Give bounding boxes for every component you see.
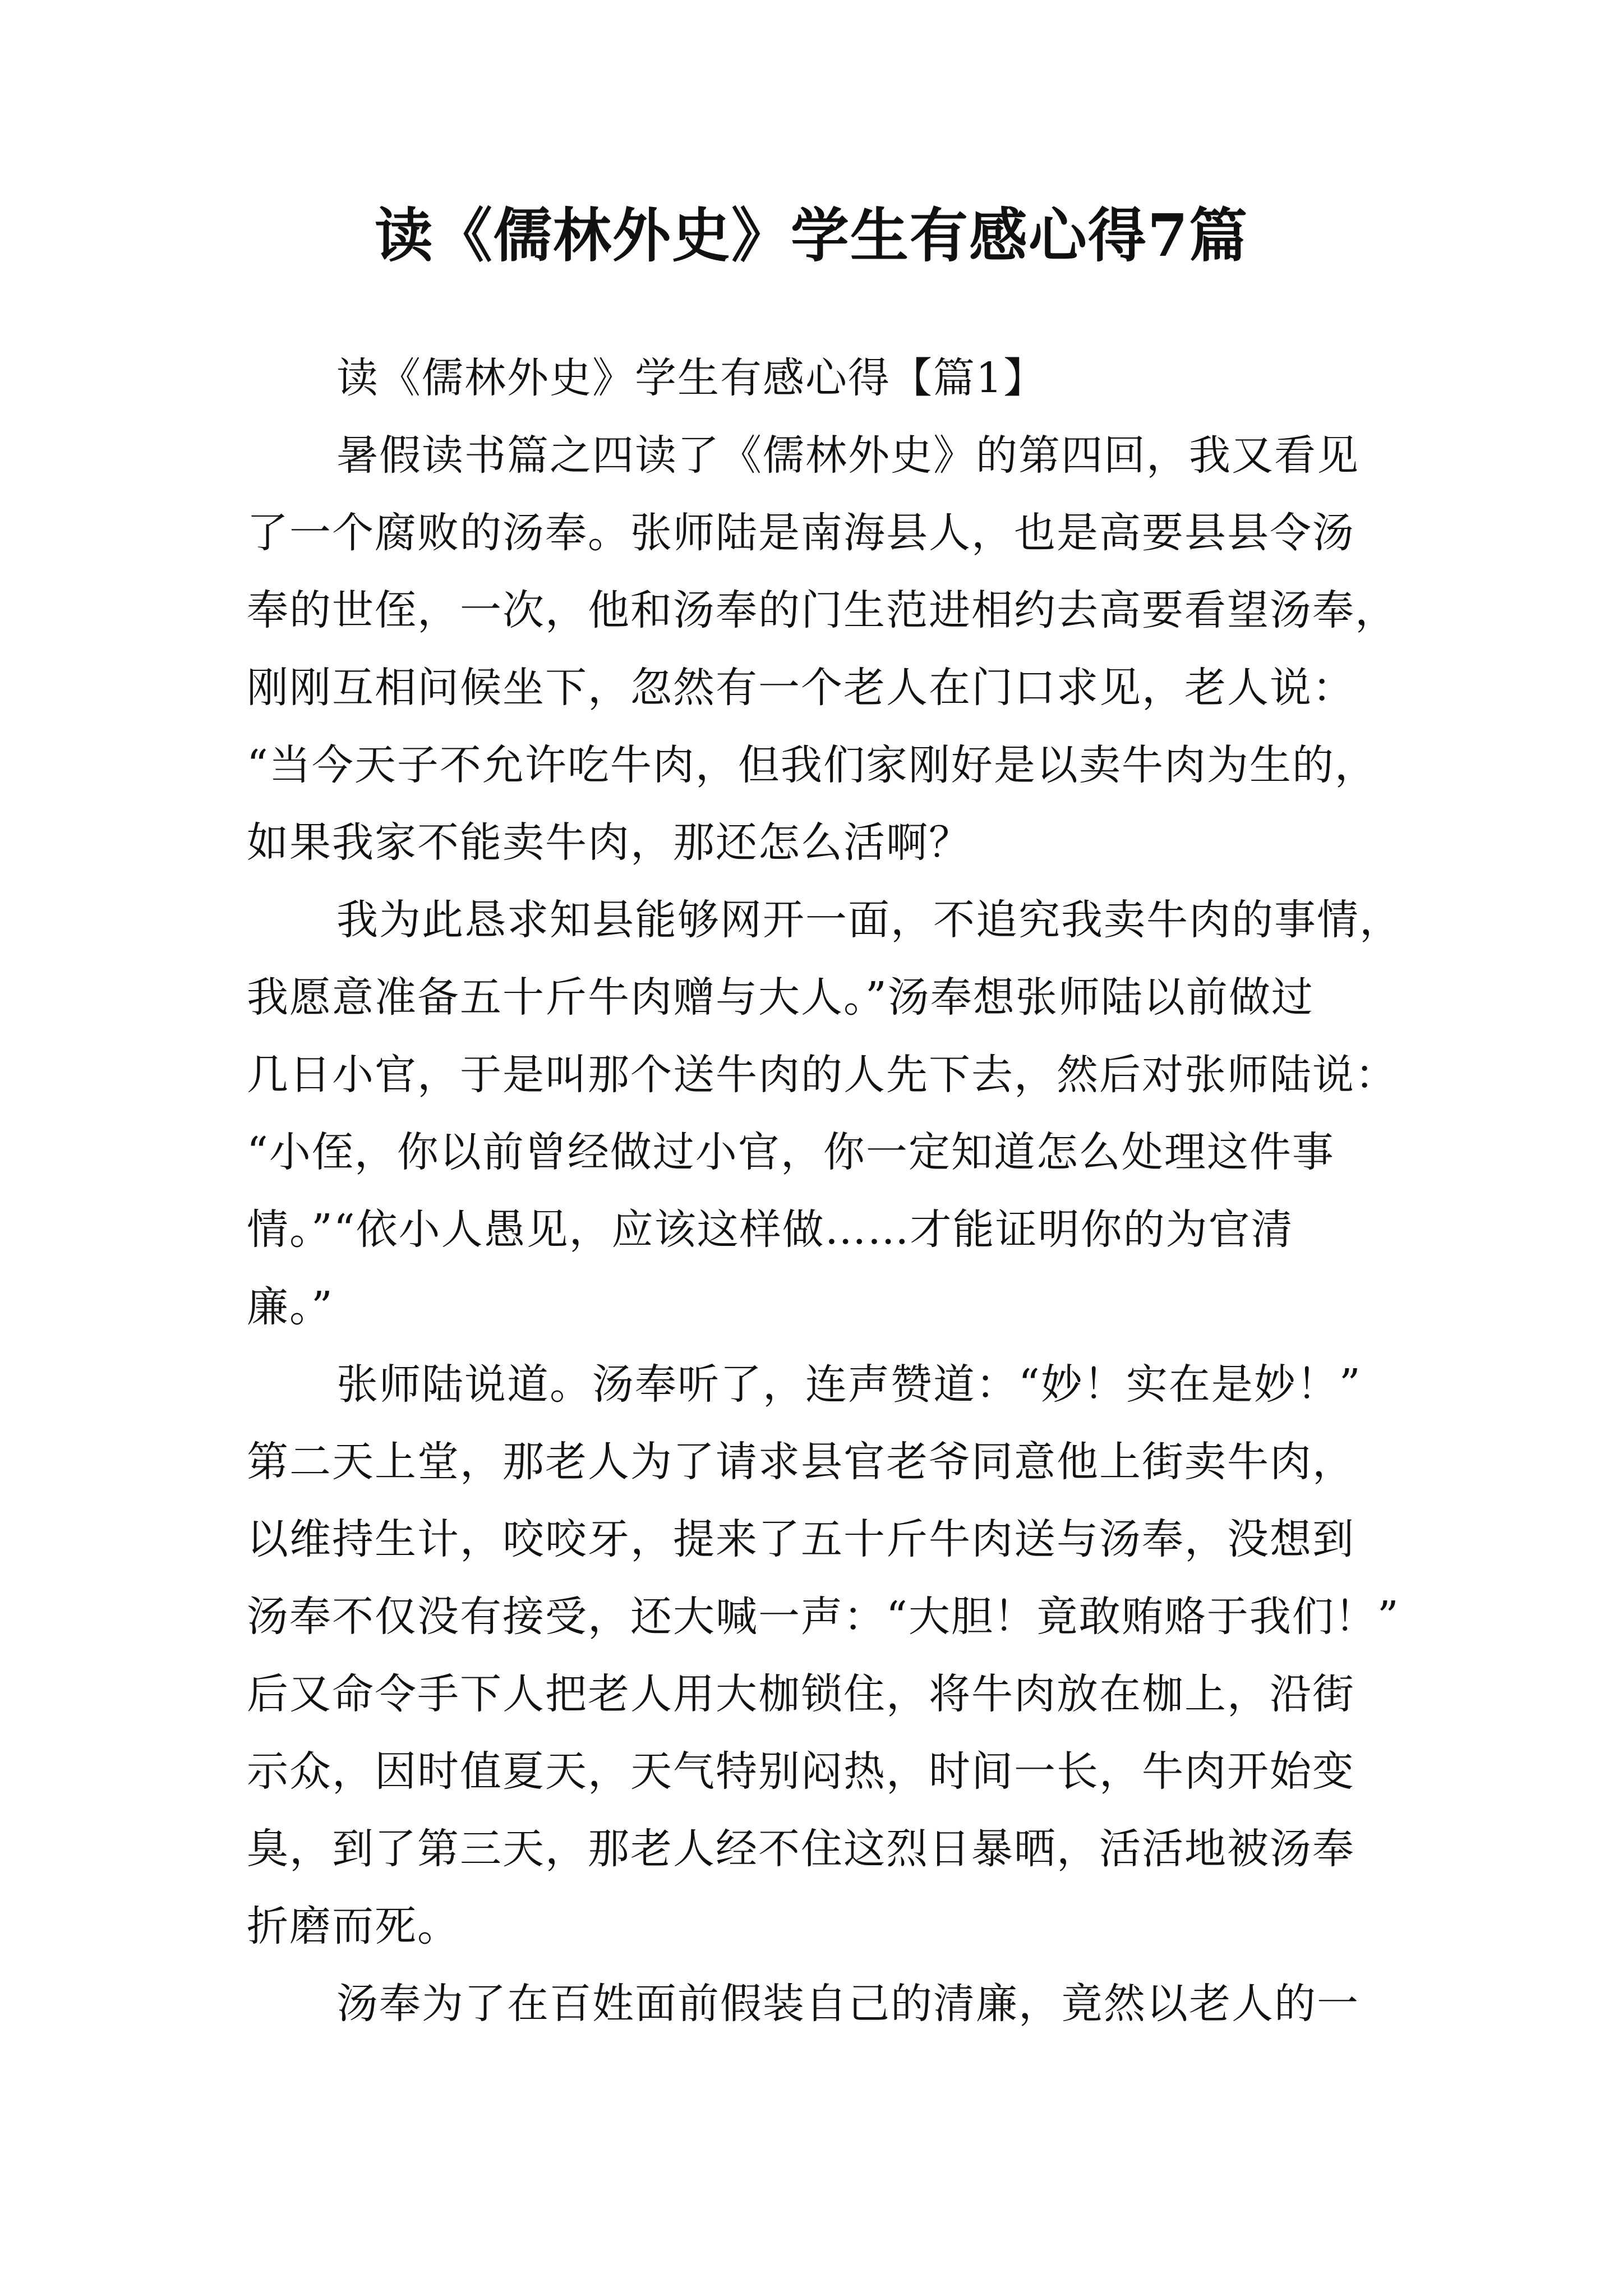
text-line: “当今天子不允许吃牛肉，但我们家刚好是以卖牛肉为生的， bbox=[247, 741, 1377, 789]
text-line: 第二天上堂，那老人为了请求县官老爷同意他上街卖牛肉， bbox=[247, 1438, 1355, 1486]
text-line: 以维持生计，咬咬牙，提来了五十斤牛肉送与汤奉，没想到 bbox=[247, 1515, 1355, 1563]
text-line: 臭，到了第三天，那老人经不住这烈日暴晒，活活地被汤奉 bbox=[247, 1825, 1355, 1873]
text-line: 我为此恳求知县能够网开一面，不追究我卖牛肉的事情， bbox=[336, 896, 1402, 944]
text-line: 汤奉不仅没有接受，还大喊一声：“大胆！竟敢贿赂于我们！” bbox=[247, 1593, 1400, 1641]
text-line: 几日小官，于是叫那个送牛肉的人先下去，然后对张师陆说： bbox=[247, 1051, 1398, 1099]
text-line: 如果我家不能卖牛肉，那还怎么活啊？ bbox=[247, 818, 971, 867]
text-line: 奉的世侄，一次，他和汤奉的门生范进相约去高要看望汤奉， bbox=[247, 586, 1398, 634]
text-line: 暑假读书篇之四读了《儒林外史》的第四回，我又看见 bbox=[336, 431, 1359, 480]
text-line: 我愿意准备五十斤牛肉赠与大人。”汤奉想张师陆以前做过 bbox=[247, 973, 1314, 1022]
text-line: 后又命令手下人把老人用大枷锁住，将牛肉放在枷上，沿街 bbox=[247, 1670, 1355, 1718]
document-title: 读《儒林外史》学生有感心得7篇 bbox=[374, 201, 1249, 270]
text-line: 示众，因时值夏天，天气特别闷热，时间一长，牛肉开始变 bbox=[247, 1747, 1355, 1796]
text-line: 汤奉为了在百姓面前假装自己的清廉，竟然以老人的一 bbox=[336, 1980, 1359, 2028]
text-line: 廉。” bbox=[247, 1283, 334, 1331]
text-line: 了一个腐败的汤奉。张师陆是南海县人，也是高要县县令汤 bbox=[247, 509, 1355, 557]
text-line: 折磨而死。 bbox=[247, 1902, 460, 1950]
section-heading: 读《儒林外史》学生有感心得【篇1】 bbox=[336, 354, 1046, 402]
text-line: 情。”“依小人愚见，应该这样做……才能证明你的为官清 bbox=[247, 1205, 1294, 1254]
document-body bbox=[247, 339, 1402, 2042]
text-line: “小侄，你以前曾经做过小官，你一定知道怎么处理这件事 bbox=[247, 1128, 1335, 1176]
text-line: 张师陆说道。汤奉听了，连声赞道：“妙！实在是妙！” bbox=[336, 1360, 1362, 1409]
text-line: 刚刚互相问候坐下，忽然有一个老人在门口求见，老人说： bbox=[247, 664, 1355, 712]
